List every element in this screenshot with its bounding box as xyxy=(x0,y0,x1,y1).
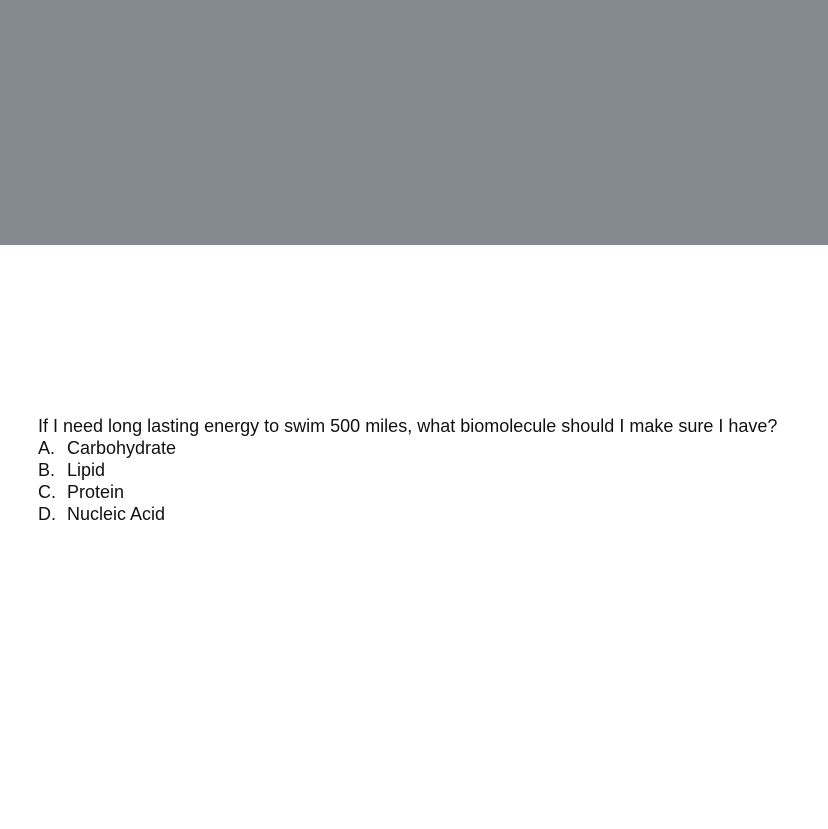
option-text: Carbohydrate xyxy=(67,438,177,458)
option-d xyxy=(38,503,818,525)
option-letter: C. xyxy=(38,482,56,502)
option-text: Protein xyxy=(67,482,125,502)
answer-options xyxy=(38,437,818,525)
gray-banner xyxy=(0,0,828,245)
option-text: Nucleic Acid xyxy=(67,504,166,524)
option-letter: B. xyxy=(38,460,56,480)
option-letter: A. xyxy=(38,438,56,458)
option-c xyxy=(38,481,818,503)
option-letter: D. xyxy=(38,504,56,524)
option-a xyxy=(38,437,818,459)
option-b xyxy=(38,459,818,481)
option-text: Lipid xyxy=(67,460,106,480)
question-block xyxy=(38,415,818,525)
question-text: If I need long lasting energy to swim 500 miles, what biomolecule should I make sure I have? xyxy=(38,416,778,436)
